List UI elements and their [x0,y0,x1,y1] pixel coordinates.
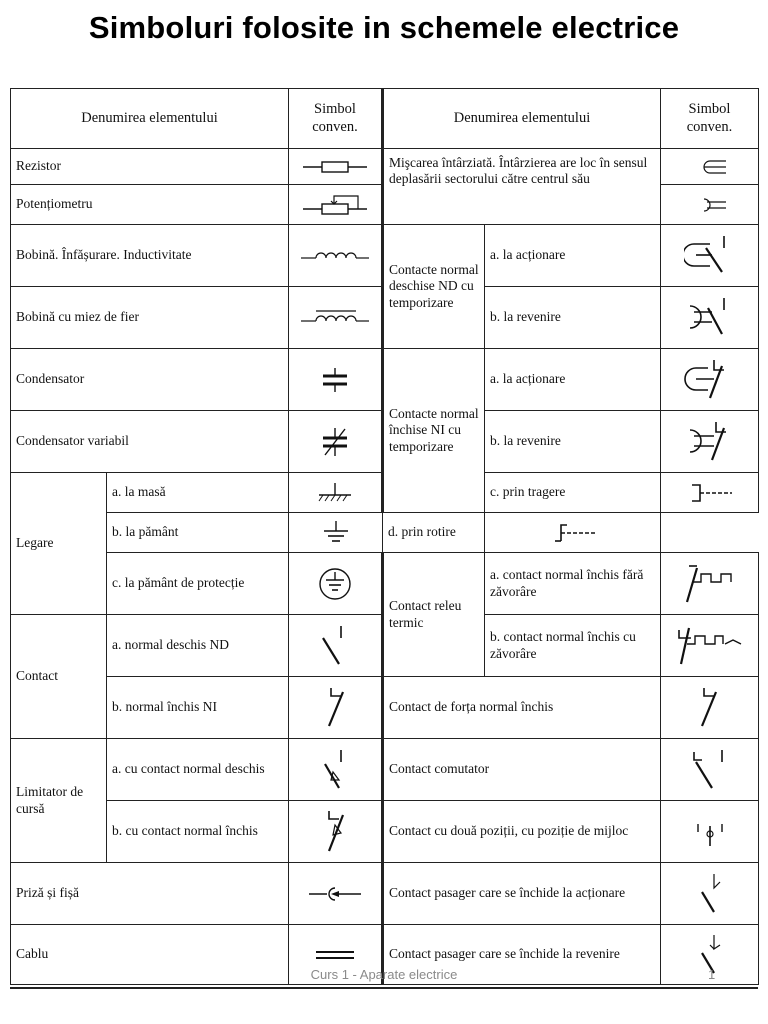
label-limitator-deschis: a. cu contact normal deschis [107,739,289,801]
page-title: Simboluri folosite in schemele electrice [88,10,680,45]
nd-delay-return-icon [661,287,759,349]
delayed-motion-2-icon [661,185,759,225]
label-legare-protectie: c. la pământ de protecție [107,553,289,615]
symbols-table [10,88,759,985]
label-limitator: Limitator de cursă [11,739,107,863]
label-doua-pozitii: Contact cu două poziții, cu poziție de mijloc [383,801,661,863]
footer-course: Curs 1 - Aparate electrice [310,967,458,982]
thermal-relay-latch-icon [661,615,759,677]
momentary-contact-actuation-icon [661,863,759,925]
label-contacte-ni: Contacte normal închise NI cu temporizare [383,349,485,513]
label-contact: Contact [11,615,107,739]
label-legare-pamant: b. la pământ [107,513,289,553]
label-priza: Priză și fișă [11,863,289,925]
table-bottom-border [10,987,758,989]
label-prin-tragere: c. prin tragere [485,473,661,513]
label-bobina: Bobină. Înfășurare. Inductivitate [11,225,289,287]
label-ni-revenire: b. la revenire [485,411,661,473]
table-row [11,149,759,185]
power-nc-contact-icon [661,677,759,739]
thermal-relay-no-latch-icon [661,553,759,615]
earth-ground-icon [289,513,383,553]
label-legare: Legare [11,473,107,615]
socket-plug-icon [289,863,383,925]
normally-closed-contact-icon [289,677,383,739]
table-row [11,739,759,801]
label-miscare: Mişcarea întârziată. Întârzierea are loc în sensul deplasării sectorului către centrul său [383,149,661,225]
label-pasager-revenire: Contact pasager care se închide la revenire [383,925,661,985]
ni-delay-actuation-icon [661,349,759,411]
label-rezistor: Rezistor [11,149,289,185]
normally-open-contact-icon [289,615,383,677]
table-row [11,553,759,615]
label-ni-actionare: a. la acționare [485,349,661,411]
coil-symbol-icon [289,225,383,287]
table-row [11,349,759,411]
iron-core-coil-icon [289,287,383,349]
label-contact-nd: a. normal deschis ND [107,615,289,677]
center-off-contact-icon [661,801,759,863]
label-contact-ni: b. normal închis NI [107,677,289,739]
label-forta: Contact de forța normal închis [383,677,661,739]
ni-delay-return-icon [661,411,759,473]
changeover-contact-icon [661,739,759,801]
table-row [11,225,759,287]
table-row [11,513,759,553]
delayed-motion-1-icon [661,149,759,185]
label-nd-revenire: b. la revenire [485,287,661,349]
header-name-right: Denumirea elementului [383,89,661,149]
label-cu-zavorare: b. contact normal închis cu zăvorâre [485,615,661,677]
label-comutator: Contact comutator [383,739,661,801]
label-condensator-variabil: Condensator variabil [11,411,289,473]
header-symbol-right: Simbol conven. [661,89,759,149]
capacitor-symbol-icon [289,349,383,411]
label-fara-zavorare: a. contact normal închis fără zăvorâre [485,553,661,615]
table-header-row [11,89,759,149]
variable-capacitor-icon [289,411,383,473]
rotary-actuation-icon [485,513,661,553]
table-row [11,677,759,739]
pull-actuation-icon [661,473,759,513]
label-legare-masa: a. la masă [107,473,289,513]
limit-switch-no-icon [289,739,383,801]
label-releu-termic: Contact releu termic [383,553,485,677]
label-bobina-miez: Bobină cu miez de fier [11,287,289,349]
table-row [11,801,759,863]
label-pasager-actionare: Contact pasager care se închide la acționare [383,863,661,925]
symbols-table-container [10,88,758,988]
label-condensator: Condensator [11,349,289,411]
limit-switch-nc-icon [289,801,383,863]
label-nd-actionare: a. la acționare [485,225,661,287]
header-symbol-left: Simbol conven. [289,89,383,149]
potentiometer-symbol-icon [289,185,383,225]
label-potentiometru: Potențiometru [11,185,289,225]
protective-earth-icon [289,553,383,615]
label-cablu: Cablu [11,925,289,985]
chassis-ground-icon [289,473,383,513]
resistor-symbol-icon [289,149,383,185]
nd-delay-actuation-icon [661,225,759,287]
footer-page-number: 1 [708,967,716,982]
header-name-left: Denumirea elementului [11,89,289,149]
table-row [11,863,759,925]
label-limitator-inchis: b. cu contact normal închis [107,801,289,863]
label-contacte-nd: Contacte normal deschise ND cu temporizare [383,225,485,349]
label-prin-rotire: d. prin rotire [383,513,485,553]
